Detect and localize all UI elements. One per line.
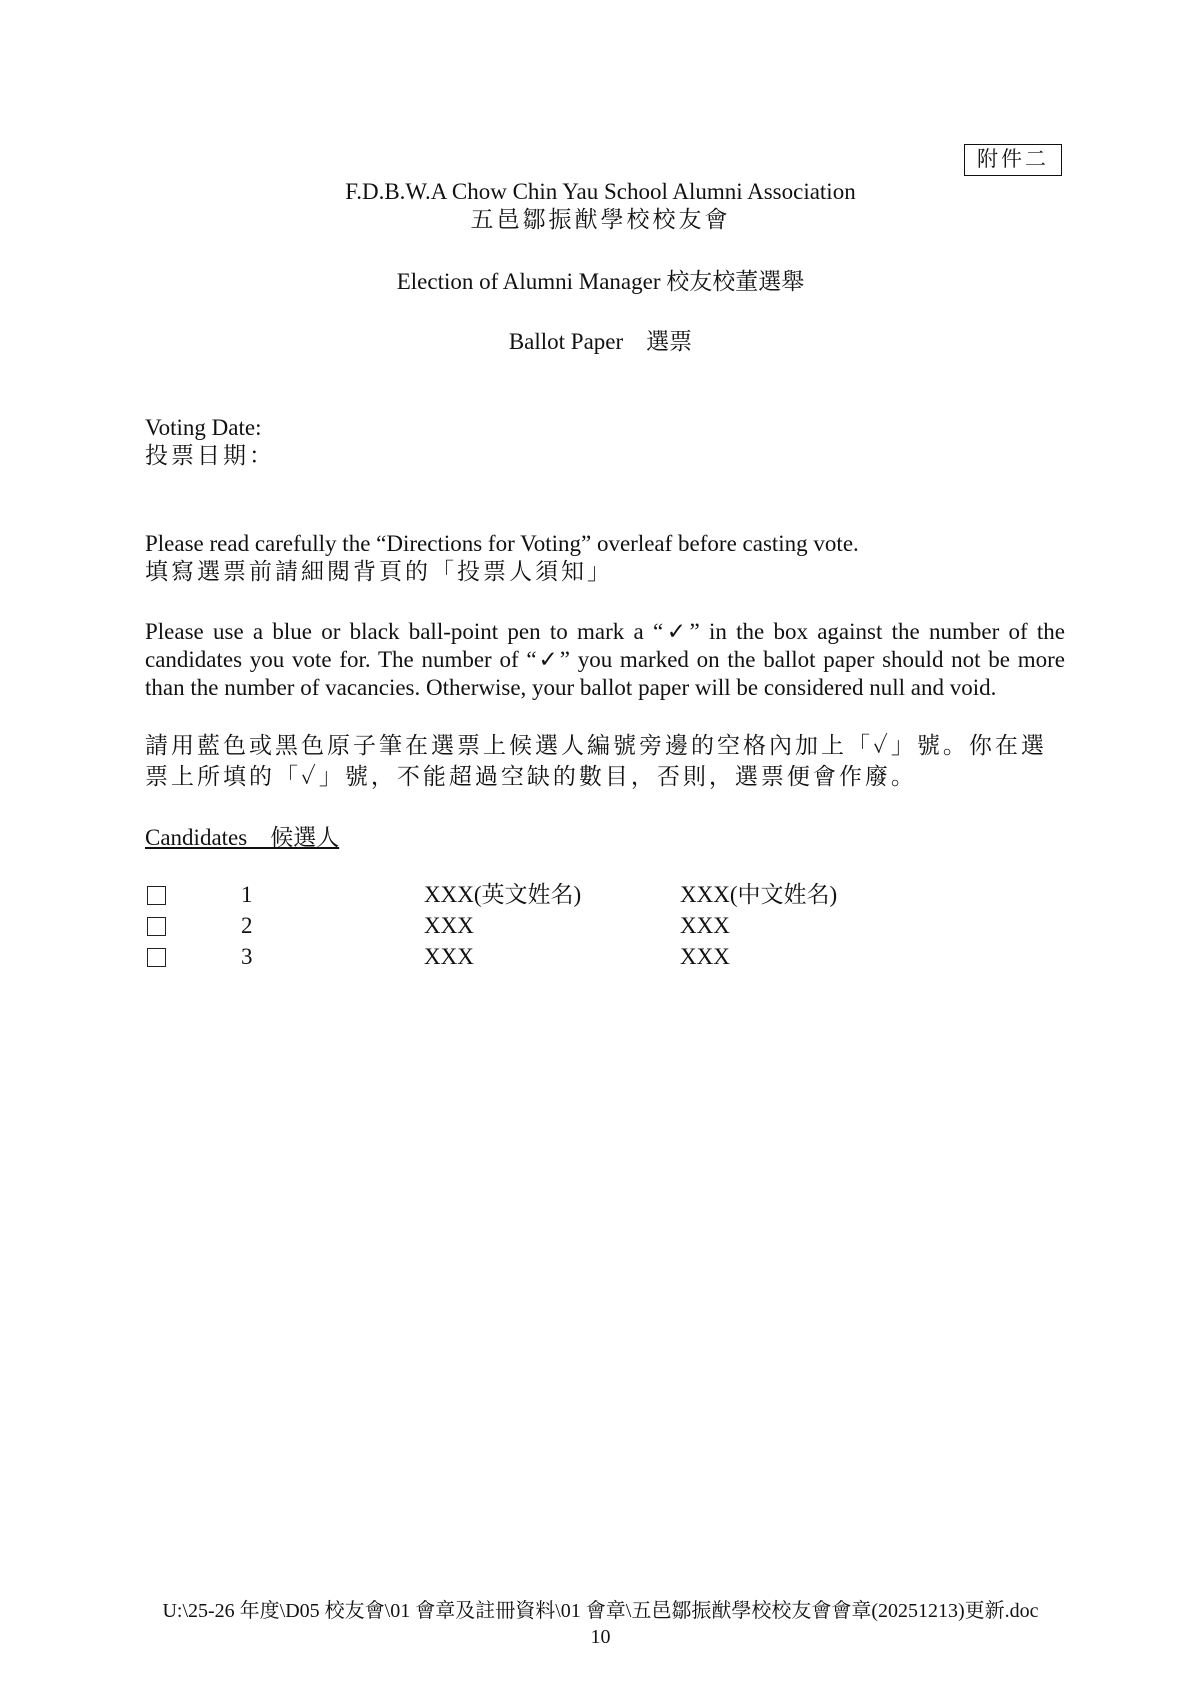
candidate-row [145,911,1065,941]
candidate-row [145,942,1065,972]
candidate-name-en: XXX(英文姓名) [424,882,582,907]
voting-date-zh: 投票日期： [145,443,275,468]
vote-checkbox[interactable] [147,886,166,905]
candidate-name-en: XXX [424,913,474,938]
vote-checkbox[interactable] [147,948,166,967]
election-title: Election of Alumni Manager 校友校董選舉 [396,269,805,294]
candidate-row [145,880,1065,910]
org-name-zh: 五邑鄒振猷學校校友會 [470,207,731,232]
candidate-name-zh: XXX [680,944,730,969]
org-name-en: F.D.B.W.A Chow Chin Yau School Alumni Association [345,179,856,204]
candidate-number: 2 [241,913,253,938]
annex-label-box: 附件二 [964,144,1062,176]
candidate-name-zh: XXX [680,913,730,938]
read-directions-zh: 填寫選票前請細閱背頁的「投票人須知」 [145,559,613,584]
page-number: 10 [590,1626,611,1648]
footer-file-path: U:\25-26 年度\D05 校友會\01 會章及註冊資料\01 會章\五邑鄒振猷學校校友會會章(20251213)更新.doc [162,1600,1039,1622]
candidate-name-zh: XXX(中文姓名) [680,882,838,907]
marking-instructions-zh: 請用藍色或黑色原子筆在選票上候選人編號旁邊的空格內加上「✓」號。你在選票上所填的「✓」號，不能超過空缺的數目，否則，選票便會作廢。 [145,733,1047,789]
vote-checkbox[interactable] [147,917,166,936]
marking-instructions-en: Please use a blue or black ball-point pen to mark a “✓” in the box against the number of the candidates you vote for. The number of “✓” you marked on the ballot paper should not be more than the number of vacancies. Otherwise, your ballot paper will be considered null and void. [145,619,1065,700]
candidate-number: 1 [241,882,253,907]
candidate-name-en: XXX [424,944,474,969]
candidates-heading: Candidates 候選人 [145,825,340,850]
read-directions-en: Please read carefully the “Directions for Voting” overleaf before casting vote. [145,531,859,556]
ballot-title: Ballot Paper 選票 [508,329,693,354]
candidate-number: 3 [241,944,253,969]
voting-date-en: Voting Date: [145,415,262,440]
